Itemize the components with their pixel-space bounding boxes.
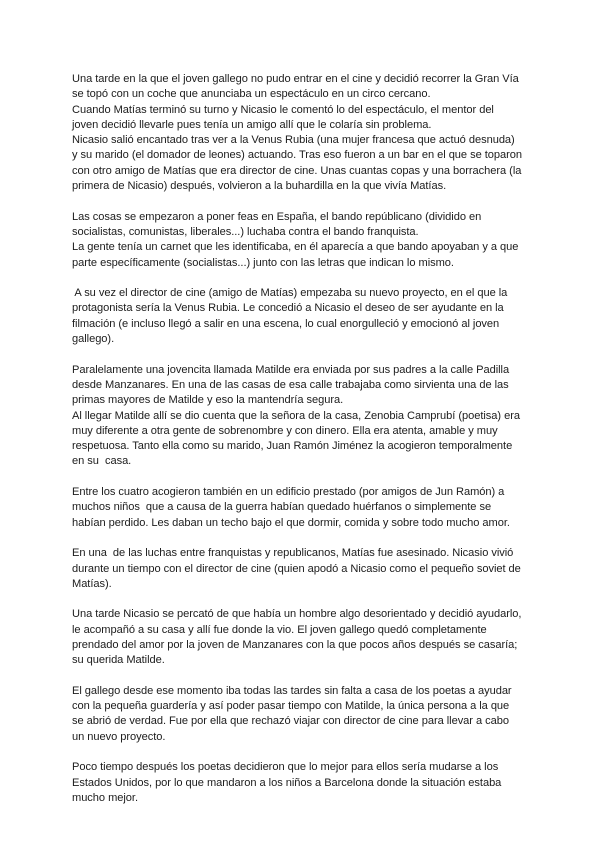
text-line: Una tarde Nicasio se percató de que había un hombre algo desorientado y decidió ayudarlo, <box>72 608 522 621</box>
text-line: un nuevo proyecto. <box>72 730 166 743</box>
text-line: en su casa. <box>72 455 132 468</box>
text-line: desde Manzanares. En una de las casas de esa calle trabajaba como sirvienta una de las <box>72 378 509 391</box>
text-line: joven decidió llevarle pues tenía un amigo allí que le colaría sin problema. <box>72 118 432 131</box>
paragraph-matilde <box>72 363 536 470</box>
text-line: El gallego desde ese momento iba todas las tardes sin falta a casa de los poetas a ayudar <box>72 684 512 697</box>
text-line: Nicasio salió encantado tras ver a la Venus Rubia (una mujer francesa que actuó desnuda) <box>72 134 515 147</box>
text-line: Al llegar Matilde allí se dio cuenta que la señora de la casa, Zenobia Camprubí (poetisa) era <box>72 409 520 422</box>
text-line: se topó con un coche que anunciaba un espectáculo en un circo cercano. <box>72 88 431 101</box>
text-line: socialistas, comunistas, liberales...) luchaba contra el bando franquista. <box>72 225 419 238</box>
text-line: con otro amigo de Matías que era director de cine. Unas cuantas copas y una borrachera (la <box>72 164 522 177</box>
text-line: protagonista sería la Venus Rubia. Le concedió a Nicasio el deseo de ser ayudante en la <box>72 302 504 315</box>
text-line: Matías). <box>72 577 112 590</box>
text-line: Las cosas se empezaron a poner feas en España, el bando repúblicano (dividido en <box>72 210 482 223</box>
text-line: le acompañó a su casa y allí fue donde la vio. El joven gallego quedó completamente <box>72 623 487 636</box>
text-line: primera de Nicasio) después, volvieron a la buhardilla en la que vivía Matías. <box>72 180 447 193</box>
text-line: Poco tiempo después los poetas decidieron que lo mejor para ellos sería mudarse a los <box>72 761 499 774</box>
text-line: A su vez el director de cine (amigo de Matías) empezaba su nuevo proyecto, en el que la <box>72 287 508 300</box>
paragraph-gran-via <box>72 72 536 194</box>
text-line: muy diferente a otra gente de sobrenombre y con dinero. Ella era atenta, amable y muy <box>72 424 498 437</box>
paragraph-director-cine <box>72 286 536 347</box>
text-line: gallego). <box>72 333 115 346</box>
text-line: parte específicamente (socialistas...) junto con las letras que indican lo mismo. <box>72 256 454 269</box>
text-line: primas mayores de Matilde y eso la mantendría segura. <box>72 394 344 407</box>
paragraph-estados-unidos <box>72 760 536 806</box>
text-line: durante un tiempo con el director de cine (quien apodó a Nicasio como el pequeño soviet de <box>72 562 521 575</box>
paragraph-espana <box>72 210 536 271</box>
text-line: respetuosa. Tanto ella como su marido, Juan Ramón Jiménez la acogieron temporalmente <box>72 440 513 453</box>
text-line: En una de las luchas entre franquistas y republicanos, Matías fue asesinado. Nicasio vivió <box>72 547 514 560</box>
text-line: su querida Matilde. <box>72 654 165 667</box>
text-line: mucho mejor. <box>72 791 138 804</box>
paragraph-matias-asesinado <box>72 546 536 592</box>
paragraph-encuentro <box>72 607 536 668</box>
text-line: prendado del amor por la joven de Manzanares con la que pocos años después se casaría; <box>72 638 518 651</box>
text-line: se abrió de verdad. Fue por ella que rechazó viajar con director de cine para llevar a cabo <box>72 715 509 728</box>
text-line: La gente tenía un carnet que les identificaba, en él aparecía a que bando apoyaban y a que <box>72 241 519 254</box>
text-line: Estados Unidos, por lo que mandaron a los niños a Barcelona donde la situación estaba <box>72 776 502 789</box>
text-line: filmación (e incluso llegó a salir en una escena, lo cual enorgulleció y emocionó al joven <box>72 317 500 330</box>
document-text-body <box>72 72 536 822</box>
text-line: Cuando Matías terminó su turno y Nicasio le comentó lo del espectáculo, el mentor del <box>72 103 494 116</box>
text-line: y su marido (el domador de leones) actuando. Tras eso fueron a un bar en el que se toparon <box>72 149 523 162</box>
paragraph-guarderia <box>72 684 536 745</box>
text-line: Entre los cuatro acogieron también en un edificio prestado (por amigos de Jun Ramón) a <box>72 486 505 499</box>
text-line: con la pequeña guardería y así poder pasar tiempo con Matilde, la única persona a la que <box>72 700 510 713</box>
text-line: habían perdido. Les daban un techo bajo el que dormir, comida y sobre todo mucho amor. <box>72 516 510 529</box>
text-line: Paralelamente una jovencita llamada Matilde era enviada por sus padres a la calle Padilla <box>72 363 510 376</box>
text-line: Una tarde en la que el joven gallego no pudo entrar en el cine y decidió recorrer la Gran Vía <box>72 73 519 85</box>
text-line: muchos niños que a causa de la guerra habían quedado huérfanos o simplemente se <box>72 501 492 514</box>
paragraph-ninos <box>72 485 536 531</box>
